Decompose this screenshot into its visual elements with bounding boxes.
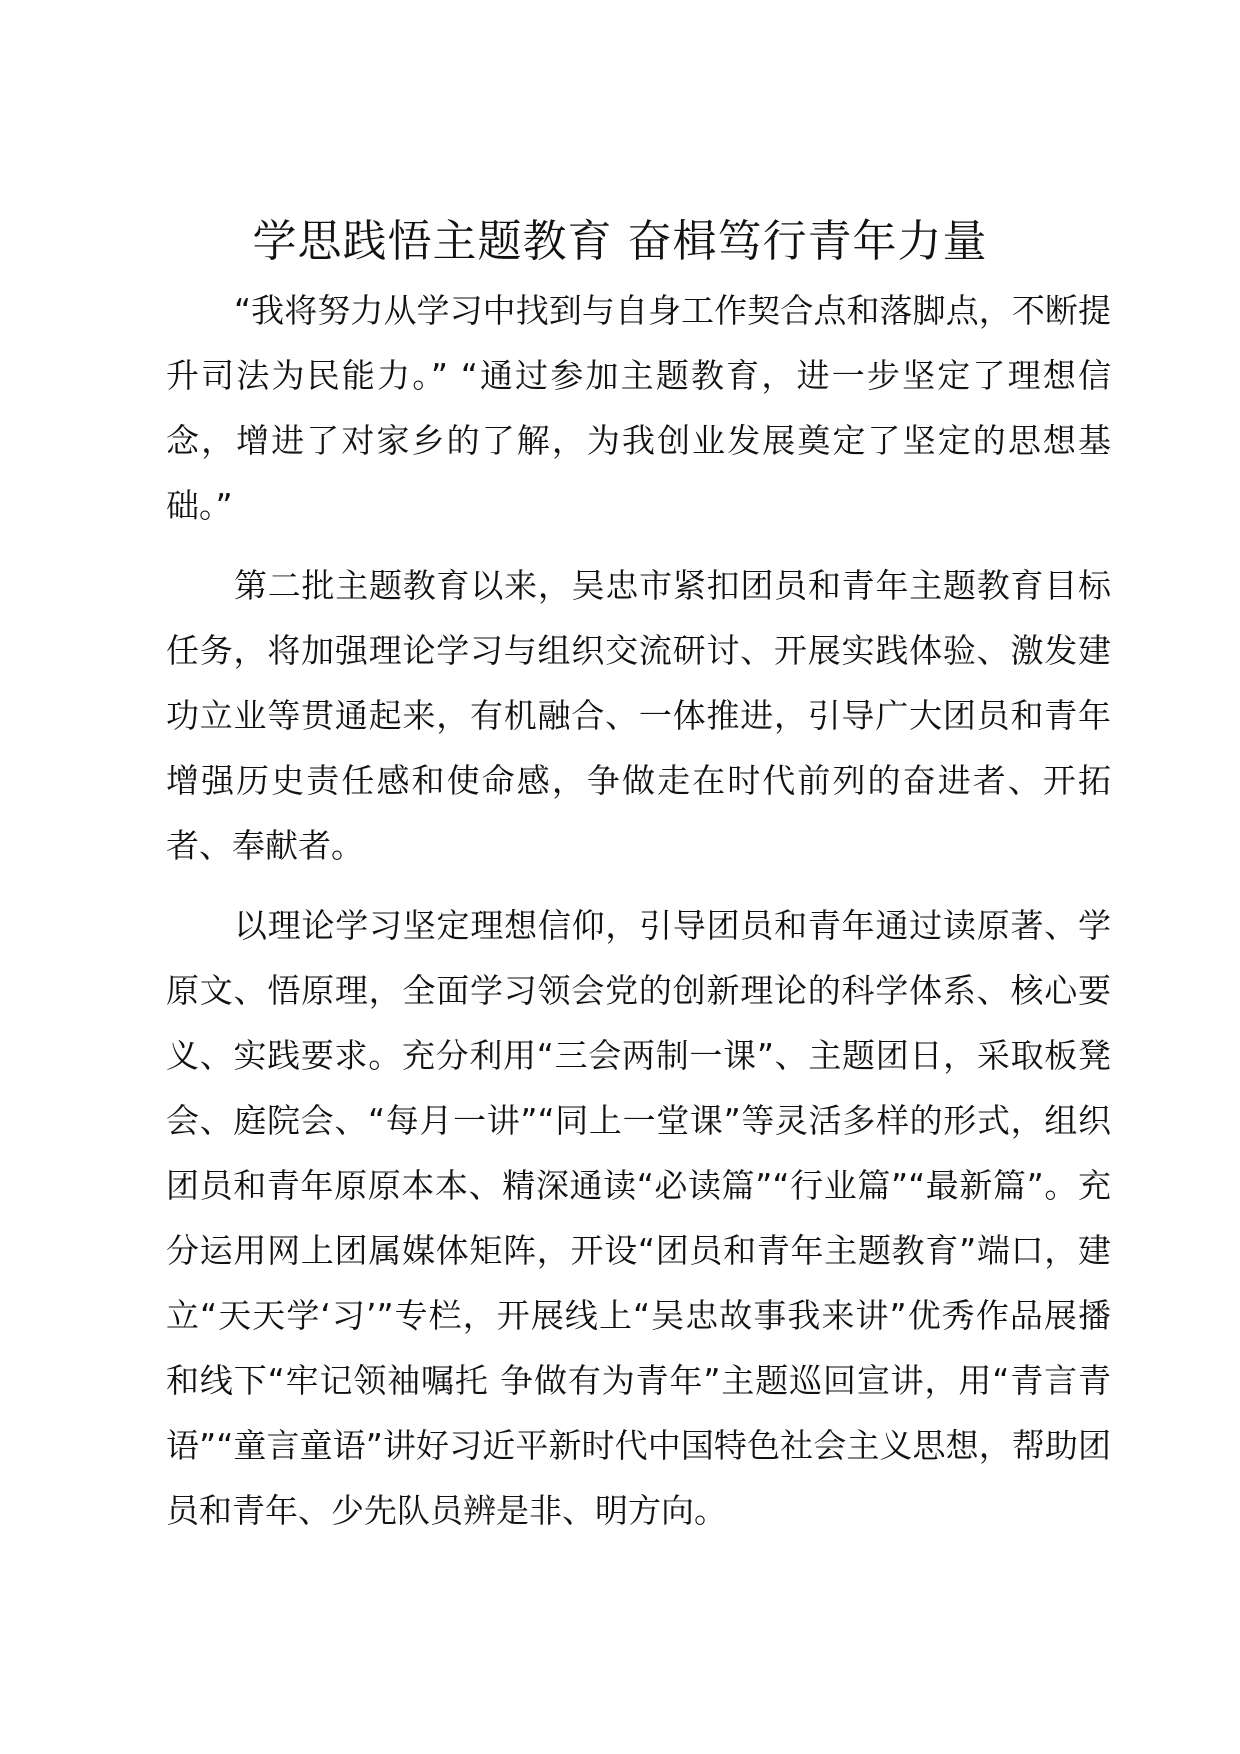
paragraph-overview: 第二批主题教育以来，吴忠市紧扣团员和青年主题教育目标任务，将加强理论学习与组织交流研讨、开展实践体验、激发建功立业等贯通起来，有机融合、一体推进，引导广大团员和青年增强历史责任感和使命感，争做走在时代前列的奋进者、开拓者、奉献者。 — [166, 566, 1111, 865]
paragraph-theory-study: 以理论学习坚定理想信仰，引导团员和青年通过读原著、学原文、悟原理，全面学习领会党的创新理论的科学体系、核心要义、实践要求。充分利用“三会两制一课”、主题团日，采取板凳会、庭院会、“每月一讲”“同上一堂课”等灵活多样的形式，组织团员和青年原原本本、精深通读“必读篇”“行业篇”“最新篇”。充分运用网上团属媒体矩阵，开设“团员和青年主题教育”端口，建立“天天学‘习’”专栏，开展线上“吴忠故事我来讲”优秀作品展播和线下“牢记领袖嘱托 争做有为青年”主题巡回宣讲，用“青言青语”“童言童语”讲好习近平新时代中国特色社会主义思想，帮助团员和青年、少先队员辨是非、明方向。 — [166, 906, 1111, 1530]
document-title: 学思践悟主题教育 奋楫笃行青年力量 — [252, 216, 988, 267]
paragraph-quotes: “我将努力从学习中找到与自身工作契合点和落脚点，不断提升司法为民能力。” “通过参加主题教育，进一步坚定了理想信念，增进了对家乡的了解，为我创业发展奠定了坚定的思想基础。” — [166, 291, 1111, 525]
document-body — [166, 278, 1111, 1558]
